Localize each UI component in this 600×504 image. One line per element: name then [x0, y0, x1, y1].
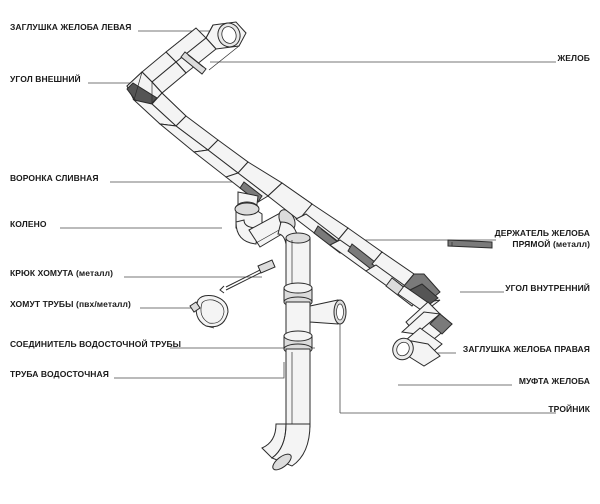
label-gutter-coupler	[519, 376, 590, 387]
label-inner-corner	[505, 283, 590, 294]
label-gutter	[557, 53, 590, 64]
label-drain-funnel	[10, 173, 99, 184]
label-pipe-clamp	[10, 299, 131, 310]
label-gutter-end-cap-left	[10, 22, 131, 33]
pipe-clamp-part	[190, 296, 228, 329]
label-text: ХОМУТ ТРУБЫ (пвх/металл)	[10, 299, 131, 309]
label-text: ЗАГЛУШКА ЖЕЛОБА ЛЕВАЯ	[10, 22, 132, 32]
label-outer-corner	[10, 74, 81, 85]
leader-lines-left	[60, 31, 315, 378]
label-gutter-end-cap-right	[463, 344, 590, 355]
label-clamp-hook	[10, 268, 113, 279]
label-tee-branch	[548, 404, 590, 415]
label-text: ТРУБА ВОДОСТОЧНАЯ	[10, 369, 109, 379]
label-elbow	[10, 219, 47, 230]
label-text: ЖЕЛОБ	[557, 53, 590, 63]
label-text: СОЕДИНИТЕЛЬ ВОДОСТОЧНОЙ ТРУБЫ	[10, 339, 182, 349]
label-text: МУФТА ЖЕЛОБА	[518, 376, 590, 386]
label-text: ТРОЙНИК	[548, 404, 590, 414]
label-text: КРЮК ХОМУТА (металл)	[10, 268, 114, 278]
label-text: ЗАГЛУШКА ЖЕЛОБА ПРАВАЯ	[462, 344, 590, 354]
label-text: УГОЛ ВНЕШНИЙ	[10, 74, 81, 84]
gutter-run-left	[127, 20, 248, 177]
label-text: ДЕРЖАТЕЛЬ ЖЕЛОБА	[494, 228, 590, 238]
label-downpipe-connector	[10, 339, 181, 350]
label-text: КОЛЕНО	[10, 219, 47, 229]
label-text-line2: ПРЯМОЙ (металл)	[512, 239, 590, 249]
gutter-bracket-part	[448, 240, 492, 248]
clamp-hook-part	[220, 260, 275, 293]
label-gutter-bracket-straight	[495, 228, 590, 250]
label-text: УГОЛ ВНУТРЕННИЙ	[505, 283, 590, 293]
label-text: ВОРОНКА СЛИВНАЯ	[10, 173, 99, 183]
label-downpipe	[10, 369, 109, 380]
